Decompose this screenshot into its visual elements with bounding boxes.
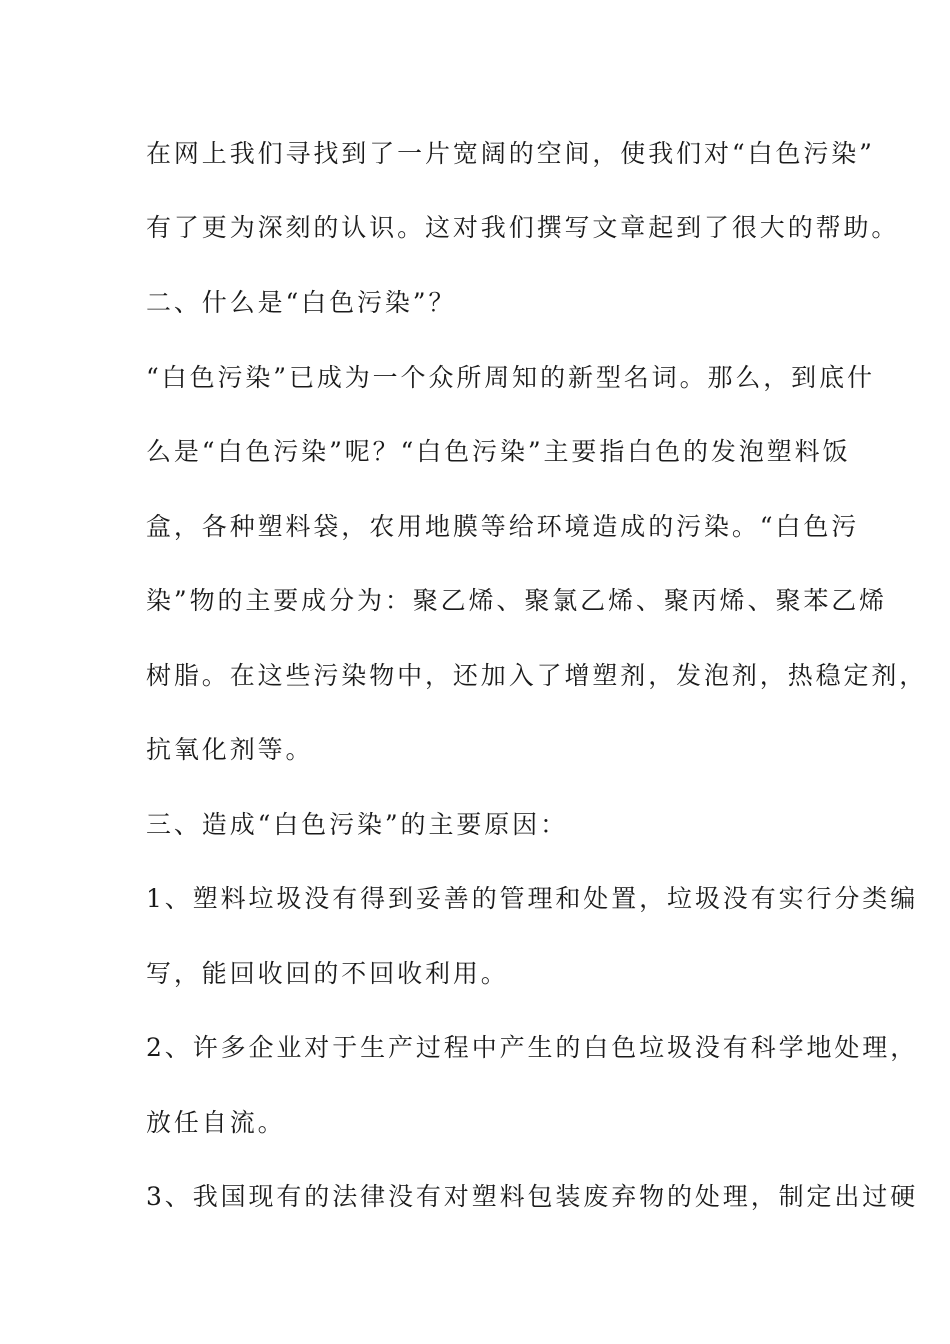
text-line-4: “白色污染”已成为一个众所周知的新型名词。那么，到底什 xyxy=(146,363,875,392)
list-item-2-cont: 放任自流。 xyxy=(146,1108,286,1137)
list-item-1: 1、塑料垃圾没有得到妥善的管理和处置，垃圾没有实行分类编 xyxy=(146,884,919,913)
list-item-1-cont: 写，能回收回的不回收利用。 xyxy=(146,959,509,988)
text-line-7: 染”物的主要成分为：聚乙烯、聚氯乙烯、聚丙烯、聚苯乙烯 xyxy=(146,586,888,615)
text-line-1: 在网上我们寻找到了一片宽阔的空间，使我们对“白色污染” xyxy=(146,139,875,168)
list-item-2: 2、许多企业对于生产过程中产生的白色垃圾没有科学地处理， xyxy=(146,1033,919,1062)
section-heading-3: 三、造成“白色污染”的主要原因： xyxy=(146,810,568,839)
text-line-6: 盒，各种塑料袋，农用地膜等给环境造成的污染。“白色污 xyxy=(146,512,860,541)
text-line-5: 么是“白色污染”呢？“白色污染”主要指白色的发泡塑料饭 xyxy=(146,437,851,466)
text-line-9: 抗氧化剂等。 xyxy=(146,735,314,764)
text-line-8: 树脂。在这些污染物中，还加入了增塑剂，发泡剂，热稳定剂， xyxy=(146,661,928,690)
section-heading-2: 二、什么是“白色污染”？ xyxy=(146,288,457,317)
text-line-2: 有了更为深刻的认识。这对我们撰写文章起到了很大的帮助。 xyxy=(146,213,900,242)
list-item-3: 3、我国现有的法律没有对塑料包装废弃物的处理，制定出过硬 xyxy=(146,1182,919,1211)
